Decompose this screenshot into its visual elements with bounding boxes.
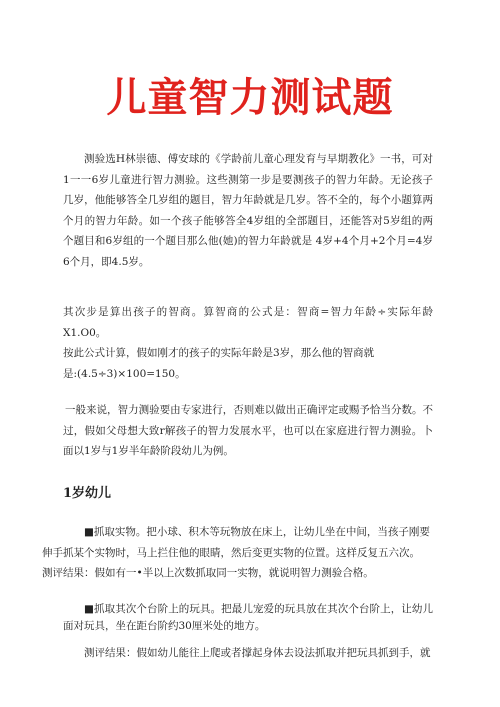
item1-paragraph: [42, 522, 433, 584]
item1-result: 测评结果：假如有一•半以上次数抓取同一实物，就说明智力测验合格。: [42, 567, 374, 579]
item2-result: 测评结果：假如幼儿能往上爬或者撑起身体去设法抓取并把玩具抓到手，就: [84, 647, 431, 659]
step2-paragraph: [63, 302, 433, 384]
page-title: 儿童智力测试题: [106, 75, 394, 121]
item1-line-2: 伸手抓某个实物时，马上拦住他的眼睛，然后变更实物的位置。这样反复五六次。: [42, 546, 420, 559]
item1-line-1: ■抓取实物。把小球、积木等玩物放在床上，让幼儿坐在中间，当孩子刚要: [84, 526, 430, 538]
section-heading: 1岁幼儿: [63, 486, 112, 501]
intro-paragraph: 测验选H林崇德、傅安球的《学龄前儿童心理发育与早期教化》一书，可对1一一6岁儿童进行智力测验。这些测第一步是要测孩子的智力年龄。无论孩子几岁，他能够答全几岁组的题目，智力年龄就是几岁。答不全的，每个小题算两个月的智力年龄。如一个孩子能够答全4岁组的全部题目，还能答对5岁组的两个题目和6岁组的一个题目那么他(她)的智力年龄就是 4岁+4个月+2个月=4岁6个月，即4.5岁。: [63, 153, 433, 268]
item2-paragraph: ■抓取其次个台阶上的玩具。把最儿宠爱的玩具放在其次个台阶上，让幼儿面对玩具，坐在距台阶约30厘米处的地方。: [63, 603, 433, 632]
step2-line-1: 其次步是算出孩子的智商。算智商的公式是：智商=智力年龄÷实际年龄X1.O0。: [63, 306, 433, 339]
step2-line-3: 是:(4.5÷3)×100=150。: [63, 367, 186, 380]
step2-line-2: 按此公式计算，假如刚才的孩子的实际年龄是3岁，那么他的智商就: [63, 347, 375, 359]
general-paragraph: 一般来说，智力测验要由专家进行，否则难以做出正确评定或赐予恰当分数。不过，假如父母想大致r解孩子的智力发展水平，也可以在家庭进行智力测验。卜面以1岁与1岁半年龄阶段幼儿为例。: [63, 404, 433, 457]
